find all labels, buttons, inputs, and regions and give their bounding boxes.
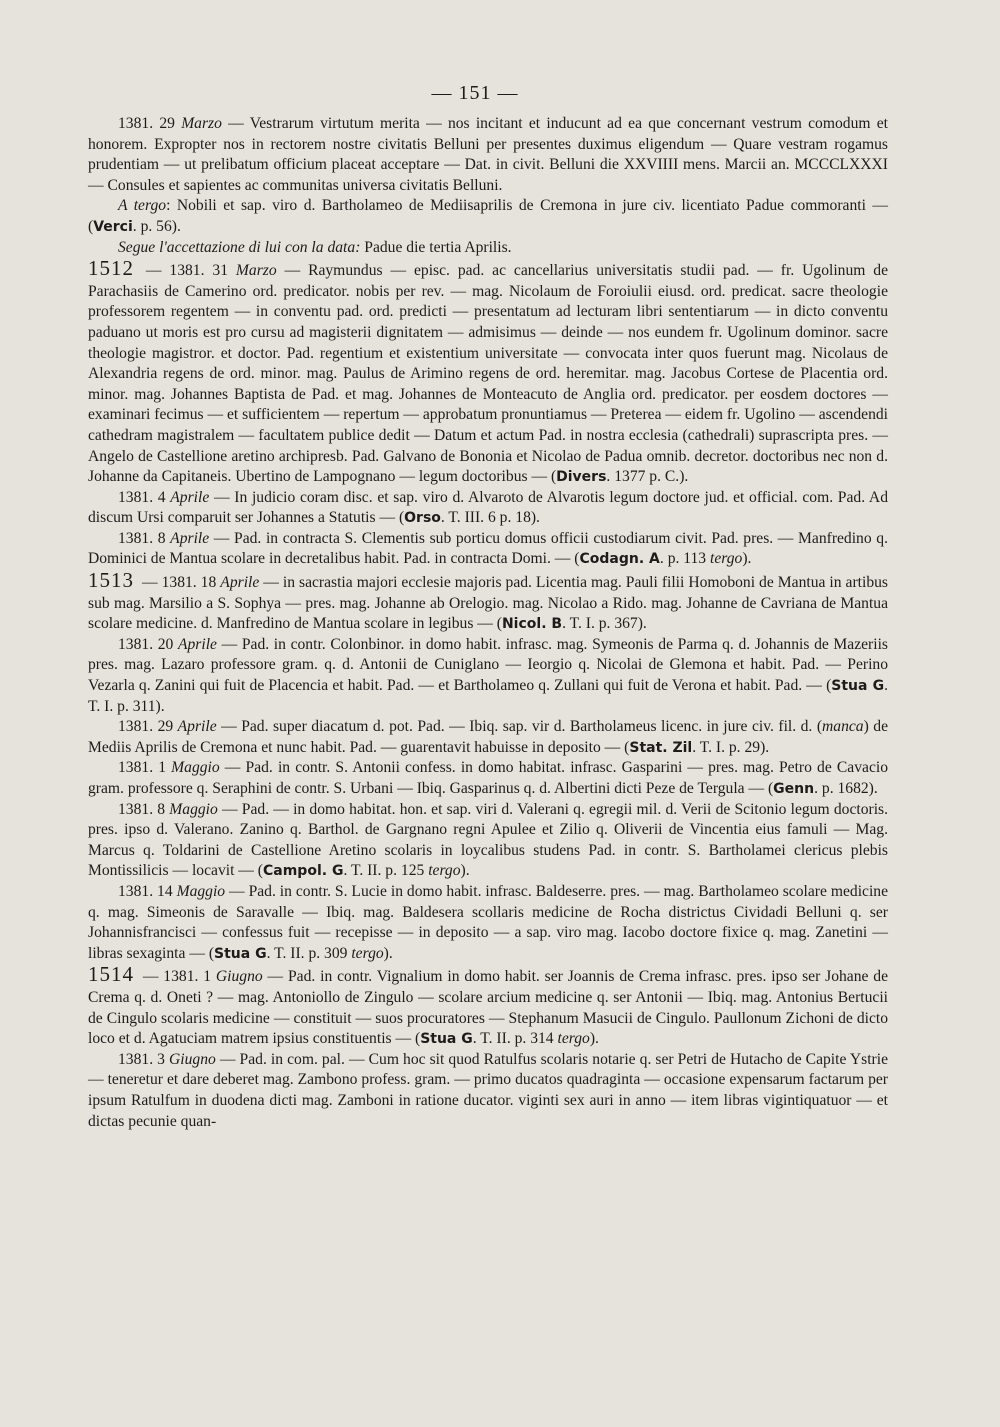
citation-source: Stua G [214, 945, 267, 962]
entry-paragraph [88, 717, 888, 758]
text-run: — Vestrarum virtutum merita — nos incitant et inducunt ad ea que concernant vestrum comodum et honorem. Expropter nos in rectorem nostre civitatis Belluni per presentes duximus eligendum — Quare vestram rogamus prudentiam — ut prelibatum officium placeat acceptare — Dat. in civit. Belluni die XXVIIII mens. Marcii an. MCCCLXXXI — Consules et sapientes ac communitas universa civitatis Belluni. [88, 115, 888, 194]
entry-paragraph [88, 529, 888, 570]
text-run: . T. II. p. 309 [266, 944, 352, 962]
text-run: — 1381. 31 [138, 262, 236, 280]
text-run: . T. I. p. 29). [692, 738, 770, 756]
text-run: . p. 56). [132, 217, 181, 235]
citation-source: Stua G [420, 1031, 473, 1048]
document-number: 1512 [88, 256, 134, 281]
text-run: 1381. 8 [118, 800, 170, 818]
text-run: ). [383, 944, 393, 962]
citation-source: Nicol. B [501, 616, 563, 633]
citation-source: Campol. G [263, 863, 344, 880]
text-run: — Pad. in contr. S. Lucie in domo habit. infrasc. Baldeserre. pres. — mag. Bartholameo scolare medicine q. mag. Simeonis de Saravalle — Ibiq. mag. Baldesera scollaris medicine de Rocha districtus Cividadi Belluni q. ser Johannisfrancisci — confessus fuit — recepisse — in deposito — a sap. viro mag. Iacobo doctore fixice q. mag. Zanetini — libras sexaginta — ( [88, 882, 888, 962]
text-run: . p. 113 [659, 550, 710, 568]
italic-run: tergo [351, 944, 384, 962]
text-run: — Pad. in contr. S. Antonii confess. in domo habitat. infrasc. Gasparini — pres. mag. Petro de Cavacio gram. professore q. Seraphini de contr. S. Urbani — Ibiq. Gasparinus q. d. Albertini dicti Peze de Tergula — ( [88, 759, 888, 797]
entry-paragraph [88, 238, 888, 259]
italic-run: tergo [557, 1030, 590, 1048]
document-number: 1514 [88, 962, 134, 987]
entry-paragraph [88, 488, 888, 529]
italic-run: Marzo [181, 115, 222, 132]
entry-paragraph [88, 1050, 888, 1132]
text-run: — 1381. 18 [138, 574, 221, 592]
text-run: — Pad. in com. pal. — Cum hoc sit quod Ratulfus scolaris notarie q. ser Petri de Hutacho de Capite Ystrie — teneretur et dare deberet mag. Zambono profess. gram. — primo ducatos quadraginta — occasione expensarum factarum per ipsum Ratulfum in duodena dicti mag. Zamboni in ratione ducator. viginti sex auri in anno — item libras vigintiquatuor — et dictas pecunie quan- [88, 1050, 888, 1130]
entry-paragraph [88, 758, 888, 799]
italic-run: Marzo [235, 262, 277, 280]
entry-paragraph [88, 114, 888, 196]
citation-source: Orso [404, 510, 441, 527]
italic-run: Giugno [169, 1050, 216, 1068]
text-run: — 1381. 1 [138, 968, 216, 986]
italic-run: Giugno [215, 968, 263, 986]
text-run: — Pad. in contr. Vignalium in domo habit. ser Joannis de Crema infrasc. pres. ipso ser Johane de Crema q. d. Oneti ? — mag. Antoniollo de Zingulo — scolare arcium medicine q. ser Antonii — Ibiq. mag. Antonius Bertucii de Cingulo scolaris medicine — constituit — suos procuratores — Stephanum Masucii de Cingulo. Paullonum Zichoni de dicto loco et d. Agatuciam matrem ipsius constituentis — ( [88, 968, 888, 1048]
text-run: — Raymundus — episc. pad. ac cancellarius universitatis studii pad. — fr. Ugolinum de Parachasiis de Camerino ord. predicator. nobis per rev. — mag. Nicolaum de Foroiulii eiusd. ord. predicat. sacre theologie professorem regentem — in conventu pad. ord. predicti — presentatum ad lecturam libri sententiarum — in dicto conventu paduano ut moris est pro cursu ad magisterii dignitatem — admisimus — deinde — nos eundem fr. Ugolinum dominor. sacre theologie magistror. et doctor. Pad. regentium et existentium universitate — convocata inter quos fuerunt mag. Nicolaus de Alexandria regens de ord. minor. mag. Paulus de Arimino regens de ord. heremitar. mag. Jacobus Cortese de Placentia ord. minor. mag. Johannes Baptista de Pad. et mag. Johannes de Monteacuto de Anglia ord. predicator. per eosdem doctores — examinari fecimus — et sufficientem — repertum — approbatum pronuntiamus — Preterea — eidem fr. Ugolino — ascendendi cathedram magistralem — facultatem publice dedit — Datum et actum Pad. in nostra ecclesia (cathedrali) suprascripta pres. — Angelo de Castellione aretino archipresb. Pad. Galvano de Bononia et Nicolao de Padua omnib. decretor. doctoribus nec non d. Johanne da Capitaneis. Ubertino de Lampognano — legum doctoribus — ( [88, 262, 889, 486]
italic-run: Aprile [170, 488, 210, 506]
text-run: 1381. 8 [118, 529, 171, 547]
italic-run: tergo [428, 862, 461, 880]
text-run: ) de Mediis Aprilis de Cremona et nunc habit. Pad. — guarentavit habuisse in deposito — ( [88, 718, 888, 756]
text-run: 1381. 3 [118, 1050, 170, 1068]
entry-paragraph [88, 570, 888, 635]
italic-run: manca [822, 718, 864, 736]
italic-run: Maggio [176, 882, 226, 900]
text-run: Padue die tertia Aprilis. [360, 238, 512, 256]
document-body [88, 114, 888, 1132]
text-run: — Pad. in contr. Colonbinor. in domo habit. infrasc. mag. Symeonis de Parma q. d. Johannis de Mazeriis pres. mag. Lazaro professore gram. q. d. Antonii de Cuniglano — Ieorgio q. Nicolai de Glemona et habit. Pad. — Perino Vezarla q. Zanini qui fuit de Placencia et habit. Pad. — et Bartholameo q. Zullani qui fuit de Verona et habit. Pad. — ( [88, 635, 888, 695]
text-run: — In judicio coram disc. et sap. viro d. Alvaroto de Alvarotis legum doctore jud. et official. com. Pad. Ad discum Ursi comparuit ser Johannes a Statutis — ( [88, 488, 888, 527]
text-run: . T. II. p. 314 [472, 1030, 558, 1048]
italic-run: Aprile [177, 635, 217, 653]
italic-run: tergo [710, 550, 743, 568]
citation-source: Genn [773, 781, 815, 797]
text-run: : Nobili et sap. viro d. Bartholameo de Mediisaprilis de Cremona in jure civ. licentiato Padue commoranti — ( [88, 197, 888, 235]
text-run: ). [460, 862, 470, 880]
text-run: . 1377 p. C.). [606, 468, 689, 486]
text-run: . T. I. p. 367). [562, 615, 647, 633]
citation-source: Stua G [831, 678, 885, 695]
text-run: . T. II. p. 125 [343, 862, 429, 880]
text-run: ). [589, 1030, 599, 1048]
italic-run: Aprile [220, 574, 260, 592]
text-run: — Pad. — in domo habitat. hon. et sap. viri d. Valerani q. egregii mil. d. Verii de Scitonio legum doctoris. pres. ipso d. Valerano. Zanino q. Barthol. de Gargnano regni Apulee et Zilio q. Oliverii de Vincentia eius famuli — Mag. Marcus q. Toldarini de Castellione Aretino scolaris in loycalibus studens Pad. in contr. S. Bartholamei clericus plebis Montissilicis — locavit — ( [88, 800, 888, 880]
citation-source: Codagn. A [579, 551, 660, 568]
text-run: . T. III. 6 p. 18). [440, 509, 540, 527]
italic-run: Aprile [177, 718, 217, 736]
citation-source: Verci [93, 218, 133, 235]
text-run: 1381. 1 [118, 759, 172, 777]
text-run: — Pad. super diacatum d. pot. Pad. — Ibiq. sap. vir d. Bartholameus licenc. in jure civ. fil. d. ( [216, 718, 823, 736]
text-run: ). [742, 550, 752, 568]
citation-source: Stat. Zil [629, 739, 693, 756]
italic-run: Segue l'accettazione di lui con la data: [118, 238, 361, 256]
italic-run: A tergo [118, 197, 167, 215]
text-run: . T. I. p. 311). [88, 677, 888, 715]
document-number: 1513 [88, 568, 134, 593]
entry-paragraph [88, 635, 888, 717]
text-run: 1381. 29 [118, 115, 182, 132]
text-run: 1381. 29 [118, 718, 178, 736]
entry-paragraph [88, 964, 888, 1049]
page-number: — 151 — [431, 82, 519, 104]
italic-run: Maggio [169, 800, 218, 818]
italic-run: Aprile [170, 529, 210, 547]
entry-paragraph [88, 800, 888, 882]
text-run: 1381. 20 [118, 635, 178, 653]
entry-paragraph [88, 258, 888, 488]
entry-paragraph [88, 882, 888, 964]
text-run: 1381. 4 [118, 488, 171, 506]
text-run: — in sacrastia majori ecclesie majoris pad. Licentia mag. Pauli filii Homoboni de Mantua in artibus sub mag. Marsilio a S. Sophya — pres. mag. Johanne ab Orelogio. mag. Nicolao a Rido. mag. Johanne de Cavriana de Mantua scolare medicine. d. Manfredino de Mantua scolare in legibus — ( [88, 574, 888, 633]
text-run: — Pad. in contracta S. Clementis sub porticu domus officii custodiarum civit. Pad. pres. — Manfredino q. Dominici de Mantua scolare in decretalibus habit. Pad. in contracta Domi. — ( [88, 529, 888, 568]
citation-source: Divers [556, 469, 607, 486]
entry-paragraph [88, 196, 888, 237]
italic-run: Maggio [171, 759, 220, 777]
text-run: . p. 1682). [814, 780, 878, 797]
text-run: 1381. 14 [118, 882, 177, 900]
